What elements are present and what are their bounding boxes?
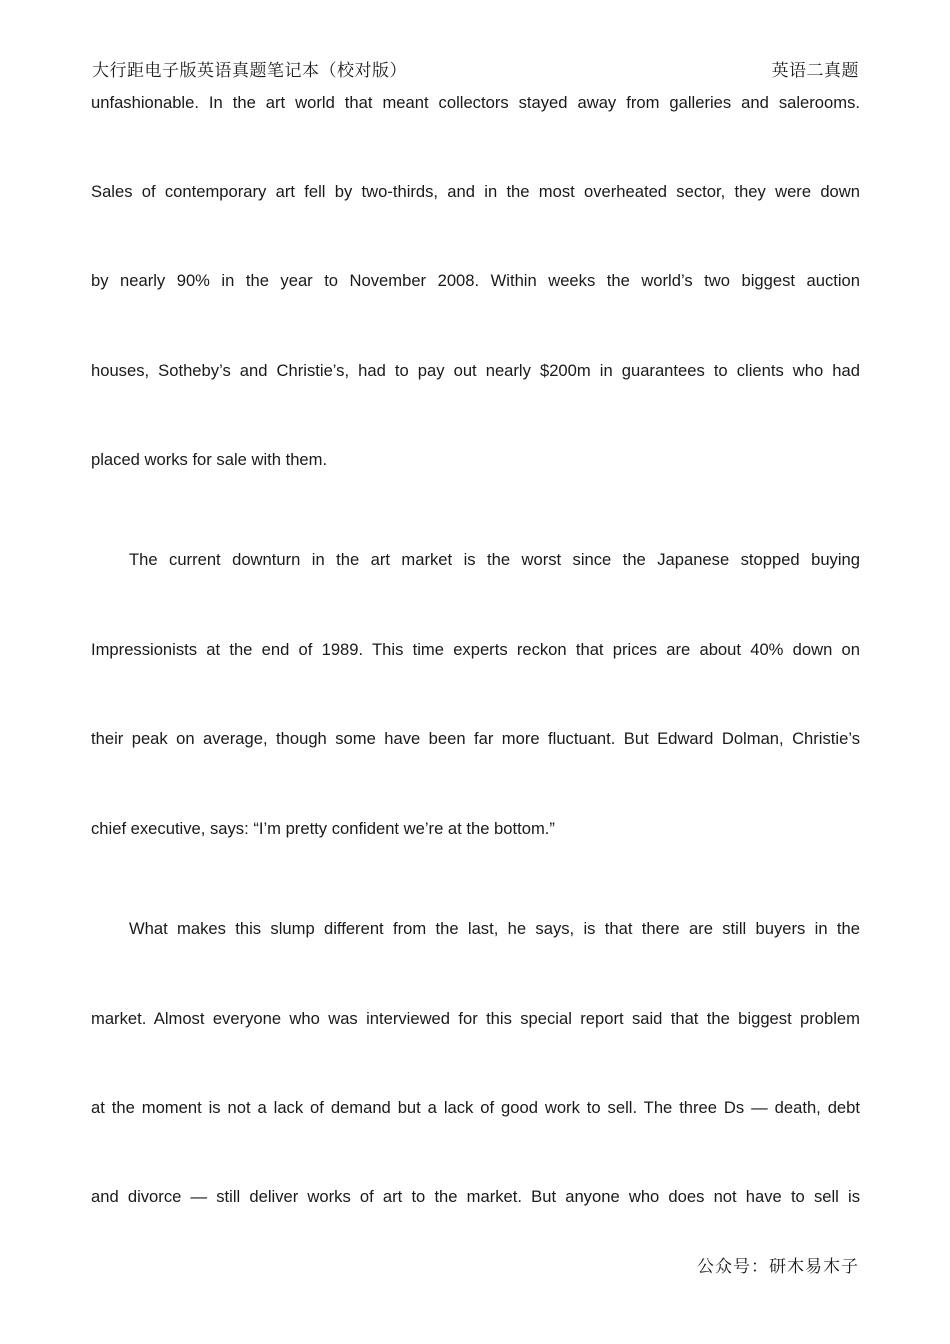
paragraph-3-line-3: at the moment is not a lack of demand but a lack of good work to sell. The three Ds — death, debt xyxy=(91,1098,860,1117)
footer-wechat-account: 公众号：研木易木子 xyxy=(697,1257,859,1277)
paragraph-1-line-5: placed works for sale with them. xyxy=(91,450,328,469)
paragraph-3-line-2: market. Almost everyone who was interviewed for this special report said that the biggest problem xyxy=(91,1009,860,1028)
paragraph-1-line-3: by nearly 90% in the year to November 2008. Within weeks the world’s two biggest auction xyxy=(91,271,860,290)
paragraph-1-line-2: Sales of contemporary art fell by two-thirds, and in the most overheated sector, they were down xyxy=(91,182,860,201)
paragraph-2-line-3: their peak on average, though some have been far more fluctuant. But Edward Dolman, Christie’s xyxy=(91,729,860,748)
header-section-title: 英语二真题 xyxy=(771,61,859,81)
paragraph-3-line-4: and divorce — still deliver works of art to the market. But anyone who does not have to sell is xyxy=(91,1187,860,1206)
header-book-title: 大行距电子版英语真题笔记本（校对版） xyxy=(92,61,407,81)
paragraph-1-line-1: unfashionable. In the art world that meant collectors stayed away from galleries and salerooms. xyxy=(91,93,860,112)
paragraph-2-line-2: Impressionists at the end of 1989. This time experts reckon that prices are about 40% down on xyxy=(91,640,860,659)
paragraph-3-line-1: What makes this slump different from the last, he says, is that there are still buyers in the xyxy=(129,919,860,938)
paragraph-1-line-4: houses, Sotheby’s and Christie’s, had to pay out nearly $200m in guarantees to clients who had xyxy=(91,361,860,380)
paragraph-2-line-1: The current downturn in the art market is the worst since the Japanese stopped buying xyxy=(129,550,860,569)
paragraph-2-line-4: chief executive, says: “I’m pretty confident we’re at the bottom.” xyxy=(91,819,555,838)
